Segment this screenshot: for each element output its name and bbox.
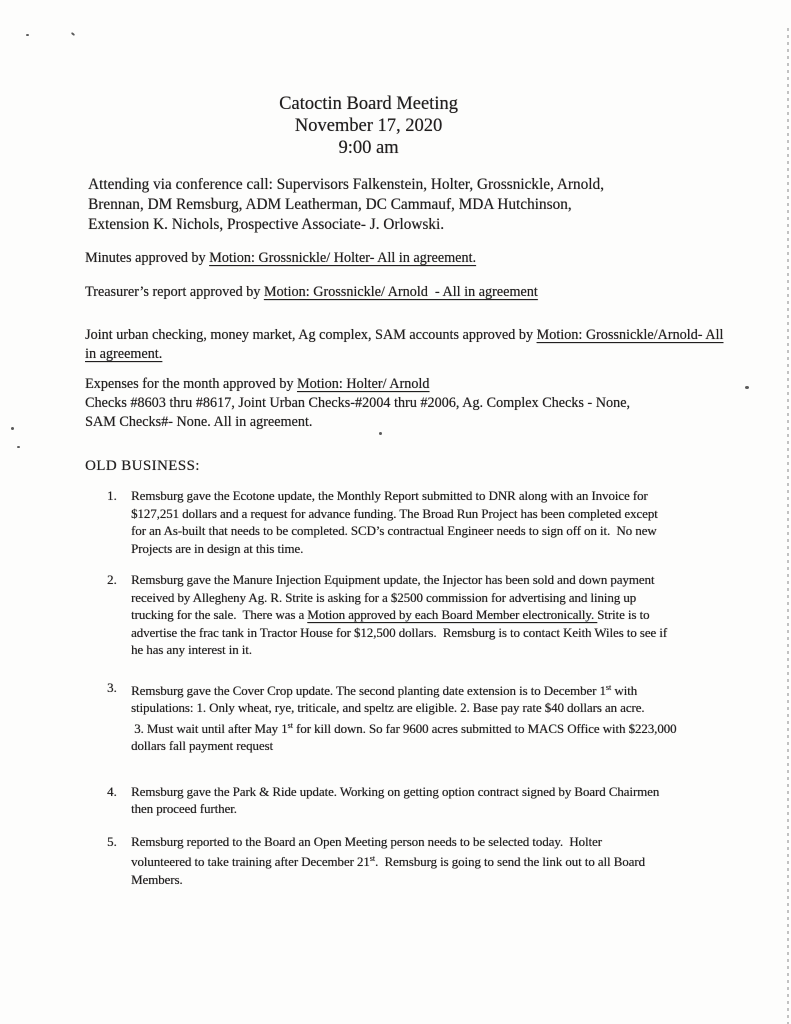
text-run: Minutes approved by bbox=[85, 250, 210, 266]
scan-artifact-speck bbox=[71, 32, 75, 36]
underlined-text: in agreement. bbox=[85, 346, 163, 362]
old-business-list bbox=[85, 487, 736, 888]
attendees-paragraph bbox=[88, 175, 736, 235]
text-run: 3. Must wait until after May 1 bbox=[131, 720, 288, 736]
text-run: Treasurer’s report approved by bbox=[85, 284, 264, 300]
text-run: then proceed further. bbox=[131, 801, 237, 816]
text-run: received by Allegheny Ag. R. Strite is asking for a $2500 commission for advertising and lining up bbox=[131, 589, 637, 605]
text-run: Extension K. Nichols, Prospective Associate- J. Orlowski. bbox=[88, 216, 445, 233]
underlined-text: Motion: Holter/ Arnold bbox=[296, 376, 430, 392]
underlined-text: Motion: Grossnickle/Arnold- All bbox=[536, 327, 724, 343]
scan-artifact-speck bbox=[745, 386, 749, 389]
text-run: with bbox=[611, 682, 638, 698]
meeting-time: 9:00 am bbox=[338, 138, 399, 158]
scan-artifact-speck bbox=[17, 446, 20, 448]
superscript-text: st bbox=[369, 854, 376, 863]
expenses-approval-paragraph bbox=[85, 375, 736, 432]
text-run: $127,251 dollars and a request for advance funding. The Broad Run Project has been completed except bbox=[131, 505, 658, 521]
text-run: stipulations: 1. Only wheat, rye, triticale, and speltz are eligible. 2. Base pay rate $40 dollars an acre. bbox=[131, 700, 645, 715]
text-run: Projects are in design at this time. bbox=[131, 540, 304, 556]
meeting-date: November 17, 2020 bbox=[294, 116, 443, 136]
text-run: Remsburg reported to the Board an Open Meeting person needs to be selected today. Holter bbox=[131, 833, 602, 849]
list-item-number: 3. bbox=[107, 679, 117, 695]
text-run: advertise the frac tank in Tractor House for $12,500 dollars. Remsburg is to contact Keith Wiles to see if bbox=[131, 624, 667, 640]
text-run: for kill down. So far 9600 acres submitted to MACS Office with $223,000 bbox=[292, 720, 677, 736]
scan-artifact-speck bbox=[11, 427, 14, 430]
text-run: Remsburg gave the Ecotone update, the Monthly Report submitted to DNR along with an Invoice for bbox=[131, 488, 648, 503]
text-run: Expenses for the month approved by bbox=[85, 376, 297, 392]
text-run: Remsburg gave the Park & Ride update. Working on getting option contract signed by Board Chairmen bbox=[131, 783, 660, 799]
text-run: Brennan, DM Remsburg, ADM Leatherman, DC Cammauf, MDA Hutchinson, bbox=[88, 196, 572, 213]
list-item-text bbox=[131, 783, 659, 818]
text-run: . Remsburg is going to send the link out to all Board bbox=[375, 854, 645, 869]
list-item bbox=[85, 571, 736, 659]
list-item-text bbox=[131, 571, 667, 659]
text-run: Members. bbox=[131, 871, 183, 887]
text-run: Checks #8603 thru #8617, Joint Urban Checks-#2004 thru #2006, Ag. Complex Checks - None, bbox=[85, 395, 630, 411]
text-run: SAM Checks#- None. All in agreement. bbox=[85, 414, 313, 430]
text-run: he has any interest in it. bbox=[131, 642, 252, 657]
scan-artifact-right-edge-dashes bbox=[787, 28, 789, 1024]
underlined-text: Motion approved by each Board Member electronically. bbox=[307, 607, 598, 622]
text-run: Remsburg gave the Manure Injection Equipment update, the Injector has been sold and down payment bbox=[131, 572, 655, 587]
text-run: Remsburg gave the Cover Crop update. The second planting date extension is to December 1 bbox=[131, 682, 606, 698]
meeting-title: Catoctin Board Meeting bbox=[279, 94, 458, 114]
list-item bbox=[85, 783, 736, 818]
text-run: trucking for the sale. There was a bbox=[131, 607, 308, 622]
minutes-approval-paragraph bbox=[85, 249, 736, 268]
list-item bbox=[85, 679, 736, 755]
superscript-text: st bbox=[287, 720, 293, 730]
text-run: dollars fall payment request bbox=[131, 738, 273, 753]
superscript-text: st bbox=[605, 682, 612, 692]
underlined-text: Motion: Grossnickle/ Holter- All in agreement. bbox=[209, 250, 476, 266]
treasurer-report-paragraph bbox=[85, 283, 736, 302]
list-item-number: 2. bbox=[107, 572, 117, 587]
scan-artifact-speck bbox=[26, 34, 29, 36]
underlined-text: Motion: Grossnickle/ Arnold - All in agreement bbox=[263, 284, 538, 300]
text-run: Joint urban checking, money market, Ag complex, SAM accounts approved by bbox=[85, 327, 537, 343]
text-run: for an As-built that needs to be completed. SCD’s contractual Engineer needs to sign off on it. No new bbox=[131, 523, 657, 538]
text-run: Attending via conference call: Supervisors Falkenstein, Holter, Grossnickle, Arnold, bbox=[88, 176, 604, 193]
list-item-text bbox=[131, 833, 645, 889]
text-run: Strite is to bbox=[597, 607, 650, 622]
list-item-text bbox=[131, 679, 676, 755]
old-business-heading: OLD BUSINESS: bbox=[85, 458, 200, 474]
list-item-text bbox=[131, 487, 658, 557]
list-item-number: 4. bbox=[107, 783, 117, 799]
list-item-number: 1. bbox=[107, 488, 117, 503]
accounts-approval-paragraph bbox=[85, 326, 736, 364]
list-item bbox=[85, 487, 736, 557]
scan-artifact-speck bbox=[379, 432, 382, 435]
text-run: volunteered to take training after December 21 bbox=[131, 854, 370, 869]
document-header bbox=[43, 93, 694, 159]
list-item bbox=[85, 833, 736, 889]
list-item-number: 5. bbox=[107, 833, 117, 849]
